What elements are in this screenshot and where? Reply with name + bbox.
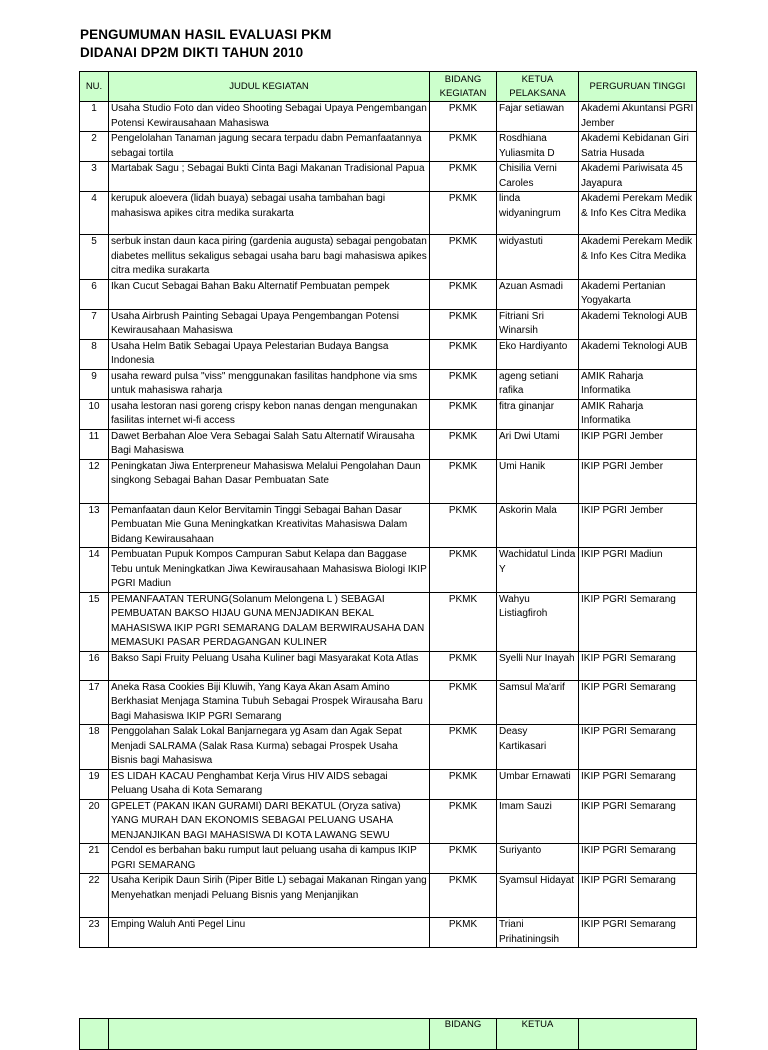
cell-judul: ES LIDAH KACAU Penghambat Kerja Virus HIV AIDS sebagai Peluang Usaha di Kota Semarang [109, 769, 430, 799]
table-row [80, 162, 697, 192]
second-table-header [79, 1018, 697, 1050]
table-row [80, 769, 697, 799]
table-row [80, 680, 697, 725]
cell-no: 1 [80, 102, 109, 132]
cell-bidang: PKMK [430, 769, 497, 799]
table-row [80, 369, 697, 399]
table-row [80, 279, 697, 309]
cell-perguruan-tinggi: IKIP PGRI Jember [579, 503, 697, 548]
cell-perguruan-tinggi: IKIP PGRI Semarang [579, 799, 697, 844]
cell-judul: Penggolahan Salak Lokal Banjarnegara yg Asam dan Agak Sepat Menjadi SALRAMA (Salak Rasa Kurma) sebagai Prospek Usaha Bisnis bagi Mahasiswa [109, 725, 430, 770]
cell-perguruan-tinggi: Akademi Perekam Medik & Info Kes Citra Medika [579, 192, 697, 235]
cell-judul: Ikan Cucut Sebagai Bahan Baku Alternatif Pembuatan pempek [109, 279, 430, 309]
second-header-pt [579, 1019, 697, 1050]
cell-judul: serbuk instan daun kaca piring (gardenia augusta) sebagai pengobatan diabetes mellitus sekaligus sebagai usaha baru bagi mahasiswa apikes citra medika surakarta [109, 235, 430, 280]
cell-ketua: Samsul Ma'arif [497, 680, 579, 725]
cell-judul: kerupuk aloevera (lidah buaya) sebagai usaha tambahan bagi mahasiswa apikes citra medika surakarta [109, 192, 430, 235]
cell-ketua: Azuan Asmadi [497, 279, 579, 309]
table-row [80, 844, 697, 874]
header-ketua-line2: PELAKSANA [509, 87, 566, 99]
cell-no: 19 [80, 769, 109, 799]
header-bidang-line1: BIDANG [444, 73, 482, 85]
cell-bidang: PKMK [430, 592, 497, 651]
cell-perguruan-tinggi: IKIP PGRI Semarang [579, 844, 697, 874]
cell-perguruan-tinggi: IKIP PGRI Semarang [579, 918, 697, 948]
cell-ketua: fitra ginanjar [497, 399, 579, 429]
cell-bidang: PKMK [430, 874, 497, 918]
header-bidang [430, 72, 497, 102]
title-line-2: DIDANAI DP2M DIKTI TAHUN 2010 [80, 45, 304, 60]
cell-perguruan-tinggi: IKIP PGRI Jember [579, 459, 697, 503]
table-row [80, 799, 697, 844]
cell-ketua: linda widyaningrum [497, 192, 579, 235]
cell-judul: Pembuatan Pupuk Kompos Campuran Sabut Kelapa dan Baggase Tebu untuk Meningkatkan Jiwa Kewirausahaan Mahasiswa Biologi IKIP PGRI Madiun [109, 548, 430, 593]
cell-no: 9 [80, 369, 109, 399]
cell-ketua: Ari Dwi Utami [497, 429, 579, 459]
cell-bidang: PKMK [430, 799, 497, 844]
cell-bidang: PKMK [430, 844, 497, 874]
second-header-bidang: BIDANG [430, 1019, 497, 1050]
cell-perguruan-tinggi: IKIP PGRI Semarang [579, 725, 697, 770]
cell-no: 11 [80, 429, 109, 459]
cell-judul: usaha lestoran nasi goreng crispy kebon nanas dengan mengunakan fasilitas internet wi-fi access [109, 399, 430, 429]
cell-ketua: widyastuti [497, 235, 579, 280]
cell-judul: Pengelolahan Tanaman jagung secara terpadu dabn Pemanfaatannya sebagai tortila [109, 132, 430, 162]
cell-ketua: Deasy Kartikasari [497, 725, 579, 770]
cell-judul: Usaha Studio Foto dan video Shooting Sebagai Upaya Pengembangan Potensi Kewirausahaan Mahasiswa [109, 102, 430, 132]
cell-perguruan-tinggi: IKIP PGRI Madiun [579, 548, 697, 593]
cell-perguruan-tinggi: IKIP PGRI Semarang [579, 874, 697, 918]
cell-ketua: Chisilia Verni Caroles [497, 162, 579, 192]
document-title [80, 26, 331, 62]
table-row [80, 592, 697, 651]
cell-ketua: ageng setiani rafika [497, 369, 579, 399]
table-row [80, 339, 697, 369]
cell-bidang: PKMK [430, 279, 497, 309]
cell-bidang: PKMK [430, 429, 497, 459]
cell-perguruan-tinggi: Akademi Teknologi AUB [579, 309, 697, 339]
table-body [80, 102, 697, 948]
table-row [80, 725, 697, 770]
cell-no: 7 [80, 309, 109, 339]
cell-judul: PEMANFAATAN TERUNG(Solanum Melongena L ) SEBAGAI PEMBUATAN BAKSO HIJAU GUNA MENJADIKAN BEKAL MAHASISWA IKIP PGRI SEMARANG DALAM BERWIRAUSAHA DAN MEMASUKI PASAR PERDAGANGAN KULINER [109, 592, 430, 651]
cell-judul: Martabak Sagu ; Sebagai Bukti Cinta Bagi Makanan Tradisional Papua [109, 162, 430, 192]
cell-ketua: Syamsul Hidayat [497, 874, 579, 918]
cell-bidang: PKMK [430, 339, 497, 369]
table-row [80, 874, 697, 918]
cell-judul: Pemanfaatan daun Kelor Bervitamin Tinggi Sebagai Bahan Dasar Pembuatan Mie Guna Meningkatkan Kreativitas Mahasiswa Dalam Bidang Kewirausahaan [109, 503, 430, 548]
header-ketua [497, 72, 579, 102]
cell-perguruan-tinggi: IKIP PGRI Semarang [579, 651, 697, 680]
cell-no: 3 [80, 162, 109, 192]
cell-perguruan-tinggi: Akademi Perekam Medik & Info Kes Citra Medika [579, 235, 697, 280]
cell-no: 22 [80, 874, 109, 918]
second-header-no [80, 1019, 109, 1050]
table-row [80, 399, 697, 429]
cell-no: 5 [80, 235, 109, 280]
cell-ketua: Imam Sauzi [497, 799, 579, 844]
cell-perguruan-tinggi: Akademi Pariwisata 45 Jayapura [579, 162, 697, 192]
cell-bidang: PKMK [430, 309, 497, 339]
cell-judul: Usaha Airbrush Painting Sebagai Upaya Pengembangan Potensi Kewirausahaan Mahasiswa [109, 309, 430, 339]
cell-ketua: Umbar Ernawati [497, 769, 579, 799]
table-row [80, 429, 697, 459]
cell-judul: Usaha Helm Batik Sebagai Upaya Pelestarian Budaya Bangsa Indonesia [109, 339, 430, 369]
cell-no: 8 [80, 339, 109, 369]
cell-judul: Cendol es berbahan baku rumput laut peluang usaha di kampus IKIP PGRI SEMARANG [109, 844, 430, 874]
cell-ketua: Wahyu Listiagfiroh [497, 592, 579, 651]
cell-no: 18 [80, 725, 109, 770]
cell-ketua: Rosdhiana Yuliasmita D [497, 132, 579, 162]
cell-ketua: Umi Hanik [497, 459, 579, 503]
cell-perguruan-tinggi: Akademi Pertanian Yogyakarta [579, 279, 697, 309]
cell-bidang: PKMK [430, 459, 497, 503]
evaluation-table [79, 71, 697, 948]
cell-no: 21 [80, 844, 109, 874]
cell-perguruan-tinggi: Akademi Teknologi AUB [579, 339, 697, 369]
cell-no: 20 [80, 799, 109, 844]
cell-no: 12 [80, 459, 109, 503]
header-no: NU. [80, 72, 109, 102]
header-row [80, 72, 697, 102]
cell-judul: usaha reward pulsa "viss" menggunakan fasilitas handphone via sms untuk mahasiswa raharja [109, 369, 430, 399]
cell-perguruan-tinggi: Akademi Akuntansi PGRI Jember [579, 102, 697, 132]
cell-bidang: PKMK [430, 102, 497, 132]
cell-perguruan-tinggi: AMIK Raharja Informatika [579, 369, 697, 399]
table-row [80, 102, 697, 132]
cell-no: 4 [80, 192, 109, 235]
title-line-1: PENGUMUMAN HASIL EVALUASI PKM [80, 27, 332, 42]
table-row [80, 192, 697, 235]
cell-no: 15 [80, 592, 109, 651]
table-row [80, 651, 697, 680]
cell-perguruan-tinggi: Akademi Kebidanan Giri Satria Husada [579, 132, 697, 162]
table-row [80, 918, 697, 948]
cell-no: 13 [80, 503, 109, 548]
cell-no: 16 [80, 651, 109, 680]
cell-perguruan-tinggi: IKIP PGRI Semarang [579, 592, 697, 651]
cell-bidang: PKMK [430, 503, 497, 548]
table-row [80, 459, 697, 503]
cell-bidang: PKMK [430, 725, 497, 770]
cell-no: 14 [80, 548, 109, 593]
cell-bidang: PKMK [430, 399, 497, 429]
cell-no: 10 [80, 399, 109, 429]
cell-no: 17 [80, 680, 109, 725]
cell-bidang: PKMK [430, 918, 497, 948]
cell-perguruan-tinggi: IKIP PGRI Semarang [579, 769, 697, 799]
cell-judul: Aneka Rasa Cookies Biji Kluwih, Yang Kaya Akan Asam Amino Berkhasiat Menjaga Stamina Tubuh Sebagai Prospek Wirausaha Baru Bagi Mahasiswa IKIP PGRI Semarang [109, 680, 430, 725]
table-row [80, 132, 697, 162]
cell-perguruan-tinggi: IKIP PGRI Semarang [579, 680, 697, 725]
cell-ketua: Wachidatul Linda Y [497, 548, 579, 593]
cell-ketua: Triani Prihatiningsih [497, 918, 579, 948]
cell-ketua: Fajar setiawan [497, 102, 579, 132]
table-row [80, 548, 697, 593]
table-row [80, 309, 697, 339]
header-bidang-line2: KEGIATAN [439, 87, 487, 99]
header-pt: PERGURUAN TINGGI [579, 72, 697, 102]
cell-bidang: PKMK [430, 162, 497, 192]
cell-bidang: PKMK [430, 548, 497, 593]
cell-bidang: PKMK [430, 132, 497, 162]
cell-bidang: PKMK [430, 369, 497, 399]
cell-judul: Bakso Sapi Fruity Peluang Usaha Kuliner bagi Masyarakat Kota Atlas [109, 651, 430, 680]
cell-perguruan-tinggi: IKIP PGRI Jember [579, 429, 697, 459]
header-judul: JUDUL KEGIATAN [109, 72, 430, 102]
cell-ketua: Syelli Nur Inayah [497, 651, 579, 680]
cell-judul: GPELET (PAKAN IKAN GURAMI) DARI BEKATUL (Oryza sativa) YANG MURAH DAN EKONOMIS SEBAGAI PELUANG USAHA MENJANJIKAN BAGI MAHASISWA DI KOTA LAWANG SEWU [109, 799, 430, 844]
cell-no: 2 [80, 132, 109, 162]
cell-judul: Emping Waluh Anti Pegel Linu [109, 918, 430, 948]
cell-ketua: Fitriani Sri Winarsih [497, 309, 579, 339]
cell-no: 23 [80, 918, 109, 948]
cell-ketua: Suriyanto [497, 844, 579, 874]
cell-judul: Usaha Keripik Daun Sirih (Piper Bitle L) sebagai Makanan Ringan yang Menyehatkan menjadi Peluang Bisnis yang Menjanjikan [109, 874, 430, 918]
cell-judul: Dawet Berbahan Aloe Vera Sebagai Salah Satu Alternatif Wirausaha Bagi Mahasiswa [109, 429, 430, 459]
cell-bidang: PKMK [430, 192, 497, 235]
cell-bidang: PKMK [430, 680, 497, 725]
cell-ketua: Askorin Mala [497, 503, 579, 548]
cell-bidang: PKMK [430, 235, 497, 280]
cell-perguruan-tinggi: AMIK Raharja Informatika [579, 399, 697, 429]
table-row [80, 235, 697, 280]
cell-no: 6 [80, 279, 109, 309]
header-ketua-line1: KETUA [521, 73, 554, 85]
cell-ketua: Eko Hardiyanto [497, 339, 579, 369]
second-header-judul [109, 1019, 430, 1050]
cell-bidang: PKMK [430, 651, 497, 680]
table-row [80, 503, 697, 548]
cell-judul: Peningkatan Jiwa Enterpreneur Mahasiswa Melalui Pengolahan Daun singkong Sebagai Bahan Dasar Pembuatan Sate [109, 459, 430, 503]
second-header-ketua: KETUA [497, 1019, 579, 1050]
